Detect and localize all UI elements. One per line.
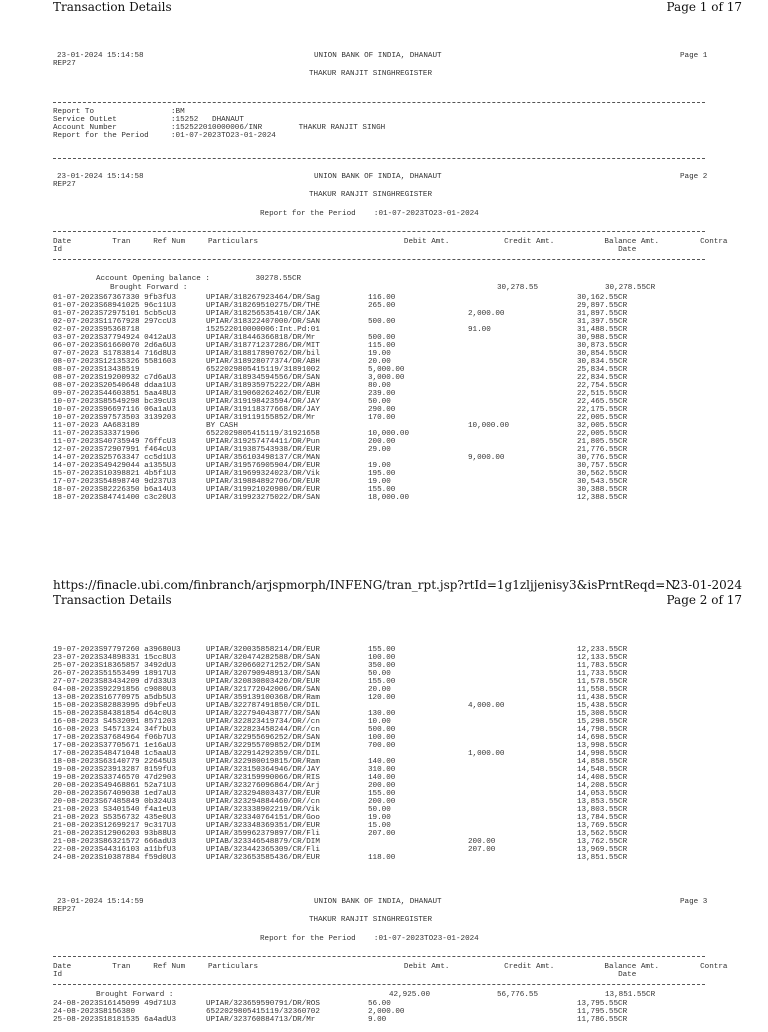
cell-balance: 30,834.55CR: [577, 358, 628, 366]
cell-date-tran-ref: 20-08-2023S67409038 1ed7aU3: [53, 790, 177, 798]
cell-debit: 200.00: [368, 782, 396, 790]
cell-debit: 19.00: [368, 462, 391, 470]
cell-particulars: UPIAR/319576905904/DR/EUR: [206, 462, 320, 470]
cell-credit: 91.00: [468, 326, 491, 334]
cell-balance: 11,558.55CR: [577, 686, 628, 694]
cell-particulars: UPIAR/319119155852/DR/Mr: [206, 414, 316, 422]
cell-date-tran-ref: 19-08-2023S23913287 8159fU3: [53, 766, 177, 774]
header-title: Transaction Details: [53, 0, 172, 14]
column-header-line1: Date Tran Ref Num Particulars Debit Amt. Credit Amt. Balance Amt. Contra: [53, 963, 728, 971]
cell-particulars: UPIAR/320474282588/DR/SAN: [206, 654, 320, 662]
cell-date-tran-ref: 02-07-2023S11767928 297ccU3: [53, 318, 177, 326]
cell-date-tran-ref: 14-07-2023S49429044 a1355U3: [53, 462, 177, 470]
table-row: [53, 855, 713, 863]
report-title: THAKUR RANJIT SINGHREGISTER: [309, 916, 433, 924]
cell-debit: 155.00: [368, 790, 396, 798]
cell-particulars: UPIAR/319198423594/DR/JAY: [206, 398, 320, 406]
separator: [53, 984, 705, 985]
cell-particulars: UPIAR/322955709852/DR/DIM: [206, 742, 320, 750]
period-line: [260, 210, 479, 227]
cell-balance: 31,488.55CR: [577, 326, 628, 334]
cell-particulars: UPIAR/318269510275/DR/THE: [206, 302, 320, 310]
cell-debit: 116.00: [368, 294, 396, 302]
cell-date-tran-ref: 18-08-2023S63140779 22645U3: [53, 758, 177, 766]
cell-particulars: UPIAR/319257474411/DR/Pun: [206, 438, 320, 446]
cell-balance: 15,308.55CR: [577, 710, 628, 718]
cell-particulars: UPIAR/323294884460/DR//cn: [206, 798, 320, 806]
cell-debit: 20.00: [368, 686, 391, 694]
print-header: [53, 0, 742, 16]
cell-debit: 115.00: [368, 342, 396, 350]
cell-date-tran-ref: 01-07-2023S72975101 5cb5cU3: [53, 310, 177, 318]
cell-debit: 20.00: [368, 358, 391, 366]
cell-particulars: UPIAR/318934594556/DR/SAN: [206, 374, 320, 382]
cell-particulars: UPIAR/322823419734/DR//cn: [206, 718, 320, 726]
report-title: THAKUR RANJIT SINGHREGISTER: [309, 191, 433, 199]
report-code: REP27: [53, 181, 76, 189]
cell-particulars: UPIAR/322980019815/DR/Ram: [206, 758, 320, 766]
cell-date-tran-ref: 08-07-2023S12135326 5581603: [53, 358, 177, 366]
cell-debit: 19.00: [368, 478, 391, 486]
column-headers: [53, 238, 728, 255]
cell-particulars: UPIAR/319118377668/DR/JAY: [206, 406, 320, 414]
cell-debit: 170.00: [368, 414, 396, 422]
page-url: https://finacle.ubi.com/finbranch/arjspmorph/INFENG/tran_rpt.jsp?rtId=1g1zljjenisy3&isPrntReqd=N: [53, 578, 676, 592]
cell-date-tran-ref: 15-08-2023S82883995 d9bfeU3: [53, 702, 177, 710]
cell-particulars: UPIAR/318928077374/DR/ABH: [206, 358, 320, 366]
cell-date-tran-ref: 25-08-2023S18181535 6a4adU3: [53, 1016, 177, 1024]
cell-date-tran-ref: 24-08-2023S8156380: [53, 1008, 136, 1016]
cell-date-tran-ref: 24-08-2023S10387884 f59d0U3: [53, 854, 177, 862]
cell-date-tran-ref: 12-07-2023S72907991 f464cU3: [53, 446, 177, 454]
cell-balance: 11,795.55CR: [577, 1008, 628, 1016]
info-value: :01-07-2023TO23-01-2024: [171, 132, 276, 140]
cell-particulars: UPIAR/322955696252/DR/SAN: [206, 734, 320, 742]
cell-balance: 22,754.55CR: [577, 382, 628, 390]
cell-balance: 30,562.55CR: [577, 470, 628, 478]
separator: [53, 102, 705, 103]
cell-balance: 11,786.55CR: [577, 1016, 628, 1024]
opening-balance-line: Account Opening balance : 30278.55CR: [96, 275, 302, 283]
cell-debit: 200.00: [368, 438, 396, 446]
cell-particulars: UPIAB/322914292359/CR/DIL: [206, 750, 320, 758]
brought-forward-credit: 30,278.55: [497, 284, 539, 292]
cell-balance: 14,208.55CR: [577, 782, 628, 790]
cell-particulars: UPIAR/318817890762/DR/bil: [206, 350, 320, 358]
cell-balance: 14,998.55CR: [577, 750, 628, 758]
cell-particulars: UPIAR/321772042006/DR/SAN: [206, 686, 320, 694]
info-value: :152522010000006/INR THAKUR RANJIT SINGH: [171, 124, 386, 132]
cell-debit: 50.00: [368, 398, 391, 406]
cell-date-tran-ref: 21-08-2023S86321572 666adU3: [53, 838, 177, 846]
cell-balance: 14,548.55CR: [577, 766, 628, 774]
report-header-page1: [53, 52, 713, 78]
cell-debit: 239.00: [368, 390, 396, 398]
cell-balance: 31,397.55CR: [577, 318, 628, 326]
cell-particulars: UPIAR/319699324023/DR/Vik: [206, 470, 320, 478]
cell-date-tran-ref: 11-07-2023S40735949 76ffcU3: [53, 438, 177, 446]
cell-balance: 30,162.55CR: [577, 294, 628, 302]
cell-particulars: 6522029805415119/31921658: [206, 430, 320, 438]
cell-balance: 13,851.55CR: [577, 854, 628, 862]
cell-balance: 31,897.55CR: [577, 310, 628, 318]
cell-balance: 29,897.55CR: [577, 302, 628, 310]
cell-balance: 13,969.55CR: [577, 846, 628, 854]
cell-particulars: UPIAR/318771237286/DR/MIT: [206, 342, 320, 350]
table-row: [53, 495, 713, 503]
cell-particulars: UPIAR/359962379897/DR/Fli: [206, 830, 320, 838]
cell-date-tran-ref: 20-08-2023S49468861 52a71U3: [53, 782, 177, 790]
cell-balance: 13,562.55CR: [577, 830, 628, 838]
cell-balance: 22,515.55CR: [577, 390, 628, 398]
cell-date-tran-ref: 04-08-2023S92291856 c9080U3: [53, 686, 177, 694]
cell-balance: 15,438.55CR: [577, 702, 628, 710]
cell-balance: 13,769.55CR: [577, 822, 628, 830]
cell-debit: 50.00: [368, 670, 391, 678]
cell-date-tran-ref: 10-07-2023S96697116 06a1aU3: [53, 406, 177, 414]
report-datetime: 23-01-2024 15:14:58: [57, 173, 144, 181]
cell-date-tran-ref: 08-07-2023S20540648 ddaa1U3: [53, 382, 177, 390]
report-datetime: 23-01-2024 15:14:58: [57, 52, 144, 60]
cell-particulars: UPIAR/319921020980/DR/EUR: [206, 486, 320, 494]
cell-date-tran-ref: 06-07-2023S61660070 2d6a6U3: [53, 342, 177, 350]
cell-particulars: 6522029805415119/31891002: [206, 366, 320, 374]
cell-date-tran-ref: 03-07-2023S37794924 0412aU3: [53, 334, 177, 342]
cell-particulars: 152522010000006:Int.Pd:01: [206, 326, 320, 334]
cell-particulars: UPIAR/356103498137/CR/MAN: [206, 454, 320, 462]
cell-debit: 9.00: [368, 1016, 387, 1024]
cell-date-tran-ref: 10-07-2023S85549298 bc39cU3: [53, 398, 177, 406]
cell-balance: 14,408.55CR: [577, 774, 628, 782]
cell-particulars: UPIAR/323159990066/DR/RIS: [206, 774, 320, 782]
cell-particulars: UPIAR/322823458244/DR//cn: [206, 726, 320, 734]
cell-date-tran-ref: 02-07-2023S95368718: [53, 326, 140, 334]
report-datetime: 23-01-2024 15:14:59: [57, 898, 144, 906]
cell-particulars: UPIAR/320790948913/DR/SAN: [206, 670, 320, 678]
cell-particulars: UPIAR/323150364946/DR/JAY: [206, 766, 320, 774]
cell-debit: 29.00: [368, 446, 391, 454]
cell-particulars: UPIAR/323276096864/DR/Arj: [206, 782, 320, 790]
separator: [53, 158, 705, 159]
info-label: Account Number: [53, 124, 117, 132]
cell-particulars: UPIAR/320035858214/DR/EUR: [206, 646, 320, 654]
brought-forward-label: Brought Forward :: [110, 284, 188, 292]
cell-balance: 13,803.55CR: [577, 806, 628, 814]
info-value: :15252 DHANAUT: [171, 116, 244, 124]
cell-debit: 155.00: [368, 646, 396, 654]
column-header-line2: Id Date: [53, 246, 637, 254]
cell-balance: 21,776.55CR: [577, 446, 628, 454]
cell-balance: 25,834.55CR: [577, 366, 628, 374]
cell-balance: 22,005.55CR: [577, 430, 628, 438]
cell-debit: 2,000.00: [368, 1008, 405, 1016]
cell-particulars: UPIAR/318322407000/DR/SAN: [206, 318, 320, 326]
cell-date-tran-ref: 20-08-2023S67485849 0b324U3: [53, 798, 177, 806]
brought-forward-credit: 56,776.55: [497, 991, 539, 999]
cell-debit: 700.00: [368, 742, 396, 750]
cell-debit: 50.00: [368, 806, 391, 814]
cell-debit: 290.00: [368, 406, 396, 414]
cell-credit: 10,000.00: [468, 422, 510, 430]
period-text: Report for the Period :01-07-2023TO23-01-2024: [260, 210, 479, 218]
cell-debit: 56.00: [368, 1000, 391, 1008]
cell-date-tran-ref: 19-08-2023S33746570 47d2903: [53, 774, 177, 782]
cell-balance: 14,858.55CR: [577, 758, 628, 766]
cell-balance: 30,873.55CR: [577, 342, 628, 350]
cell-balance: 22,175.55CR: [577, 406, 628, 414]
cell-date-tran-ref: 17-08-2023S48471048 1c5aaU3: [53, 750, 177, 758]
period-line: [260, 935, 479, 952]
cell-date-tran-ref: 01-07-2023S68941025 96c11U3: [53, 302, 177, 310]
cell-balance: 13,853.55CR: [577, 798, 628, 806]
cell-particulars: UPIAR/320830803420/DR/EUR: [206, 678, 320, 686]
cell-date-tran-ref: 23-07-2023S34898331 15cc8U3: [53, 654, 177, 662]
report-code: REP27: [53, 906, 76, 914]
cell-balance: 14,698.55CR: [577, 734, 628, 742]
cell-balance: 30,388.55CR: [577, 486, 628, 494]
cell-particulars: UPIAR/320660271252/DR/SAN: [206, 662, 320, 670]
cell-debit: 500.00: [368, 318, 396, 326]
cell-particulars: UPIAR/359139100368/DR/Ram: [206, 694, 320, 702]
cell-particulars: UPIAR/323760884713/DR/Mr: [206, 1016, 316, 1024]
cell-balance: 11,578.55CR: [577, 678, 628, 686]
cell-balance: 12,133.55CR: [577, 654, 628, 662]
header-page-count: Page 2 of 17: [666, 593, 742, 607]
cell-date-tran-ref: 01-07-2023S67367330 9fb3fU3: [53, 294, 177, 302]
report-title: THAKUR RANJIT SINGHREGISTER: [309, 70, 433, 78]
cell-particulars: UPIAR/323653585436/DR/EUR: [206, 854, 320, 862]
cell-debit: 10,000.00: [368, 430, 410, 438]
cell-credit: 9,000.00: [468, 454, 505, 462]
brought-forward-p3: [53, 992, 713, 1000]
cell-particulars: UPIAR/322794043877/DR/SAN: [206, 710, 320, 718]
cell-particulars: UPIAB/323346548879/CR/DIM: [206, 838, 320, 846]
cell-particulars: UPIAR/318446366818/DR/Mr: [206, 334, 316, 342]
info-label: Service OutLet: [53, 116, 117, 124]
cell-balance: 30,757.55CR: [577, 462, 628, 470]
report-header-page3: [53, 899, 713, 923]
cell-date-tran-ref: 17-07-2023S54898740 9d237U3: [53, 478, 177, 486]
cell-date-tran-ref: 15-08-2023S84381854 d64c0U3: [53, 710, 177, 718]
cell-particulars: BY CASH: [206, 422, 238, 430]
info-label: Report To: [53, 108, 95, 116]
cell-debit: 5,000.00: [368, 366, 405, 374]
cell-balance: 13,998.55CR: [577, 742, 628, 750]
cell-debit: 265.00: [368, 302, 396, 310]
brought-forward-balance: 13,851.55CR: [605, 991, 656, 999]
cell-credit: 200.00: [468, 838, 496, 846]
opening-balance: [53, 276, 713, 292]
cell-date-tran-ref: 17-08-2023S37705671 1e16aU3: [53, 742, 177, 750]
cell-debit: 100.00: [368, 734, 396, 742]
cell-date-tran-ref: 22-08-2023S44316103 a11bfU3: [53, 846, 177, 854]
account-info: [53, 109, 713, 145]
cell-debit: 19.00: [368, 814, 391, 822]
cell-credit: 1,000.00: [468, 750, 505, 758]
report-page-number: Page 1: [680, 52, 708, 60]
cell-date-tran-ref: 08-07-2023S19200932 c7d6aU3: [53, 374, 177, 382]
cell-date-tran-ref: 21-08-2023 S3401540 f4a1eU3: [53, 806, 177, 814]
cell-particulars: UPIAR/319060262462/DR/EUR: [206, 390, 320, 398]
cell-balance: 14,053.55CR: [577, 790, 628, 798]
cell-debit: 18,000.00: [368, 494, 410, 502]
cell-date-tran-ref: 25-07-2023S18365857 3492dU3: [53, 662, 177, 670]
cell-credit: 207.00: [468, 846, 496, 854]
cell-particulars: UPIAR/318256535410/CR/JAK: [206, 310, 320, 318]
print-date: 23-01-2024: [672, 578, 742, 592]
cell-balance: 32,005.55CR: [577, 422, 628, 430]
report-header-page2: [53, 174, 713, 198]
cell-particulars: UPIAR/323659590791/DR/ROS: [206, 1000, 320, 1008]
cell-balance: 12,388.55CR: [577, 494, 628, 502]
cell-date-tran-ref: 09-07-2023S44603851 5aa48U3: [53, 390, 177, 398]
cell-date-tran-ref: 18-07-2023S82226350 b6a14U3: [53, 486, 177, 494]
cell-particulars: UPIAR/323348369351/DR/EUR: [206, 822, 320, 830]
info-value: :BM: [171, 108, 185, 116]
cell-particulars: UPIAR/323338902219/DR/Vik: [206, 806, 320, 814]
cell-date-tran-ref: 26-07-2023S51553499 18917U3: [53, 670, 177, 678]
cell-balance: 30,543.55CR: [577, 478, 628, 486]
cell-particulars: UPIAR/323340764151/DR/Goo: [206, 814, 320, 822]
cell-debit: 100.00: [368, 654, 396, 662]
cell-balance: 11,438.55CR: [577, 694, 628, 702]
cell-debit: 140.00: [368, 774, 396, 782]
bank-name: UNION BANK OF INDIA, DHANAUT: [314, 173, 442, 181]
cell-particulars: UPIAR/318267923464/DR/Sag: [206, 294, 320, 302]
cell-particulars: UPIAB/323442365309/CR/Fli: [206, 846, 320, 854]
cell-date-tran-ref: 10-07-2023S97573503 3139203: [53, 414, 177, 422]
cell-particulars: UPIAR/319387543938/DR/EUR: [206, 446, 320, 454]
cell-date-tran-ref: 27-07-2023S83434209 d7d33U3: [53, 678, 177, 686]
cell-debit: 500.00: [368, 334, 396, 342]
cell-balance: 12,233.55CR: [577, 646, 628, 654]
cell-balance: 22,465.55CR: [577, 398, 628, 406]
cell-balance: 13,762.55CR: [577, 838, 628, 846]
cell-credit: 4,000.00: [468, 702, 505, 710]
cell-particulars: UPIAR/319884892706/DR/EUR: [206, 478, 320, 486]
cell-date-tran-ref: 07-07-2023 S1783814 716d8U3: [53, 350, 177, 358]
header-page-count: Page 1 of 17: [666, 0, 742, 14]
cell-date-tran-ref: 11-07-2023S33371906: [53, 430, 140, 438]
cell-date-tran-ref: 24-08-2023S16145099 49d71U3: [53, 1000, 177, 1008]
cell-debit: 500.00: [368, 726, 396, 734]
cell-balance: 11,733.55CR: [577, 670, 628, 678]
column-headers: [53, 963, 728, 980]
cell-balance: 30,854.55CR: [577, 350, 628, 358]
cell-balance: 22,005.55CR: [577, 414, 628, 422]
cell-date-tran-ref: 21-08-2023S12699217 9c317U3: [53, 822, 177, 830]
report-page-number: Page 2: [680, 173, 708, 181]
cell-debit: 130.00: [368, 710, 396, 718]
report-page-number: Page 3: [680, 898, 708, 906]
cell-debit: 200.00: [368, 798, 396, 806]
cell-date-tran-ref: 16-08-2023 S4532091 8571203: [53, 718, 177, 726]
cell-debit: 120.00: [368, 694, 396, 702]
cell-particulars: UPIAB/322787491850/CR/DIL: [206, 702, 320, 710]
separator: [53, 956, 705, 957]
cell-balance: 11,783.55CR: [577, 662, 628, 670]
header-title: Transaction Details: [53, 593, 172, 607]
cell-debit: 140.00: [368, 758, 396, 766]
cell-balance: 30,988.55CR: [577, 334, 628, 342]
cell-particulars: UPIAR/319923275022/DR/SAN: [206, 494, 320, 502]
cell-date-tran-ref: 16-08-2023 S4571324 34f7bU3: [53, 726, 177, 734]
cell-debit: 310.00: [368, 766, 396, 774]
cell-date-tran-ref: 21-08-2023 S5356732 435e0U3: [53, 814, 177, 822]
cell-date-tran-ref: 15-07-2023S10398821 4b5f1U3: [53, 470, 177, 478]
cell-balance: 22,834.55CR: [577, 374, 628, 382]
cell-debit: 10.00: [368, 718, 391, 726]
bank-name: UNION BANK OF INDIA, DHANAUT: [314, 52, 442, 60]
cell-date-tran-ref: 18-07-2023S84741400 c3c20U3: [53, 494, 177, 502]
cell-particulars: UPIAR/318935975222/DR/ABH: [206, 382, 320, 390]
print-footer-header: [53, 578, 742, 610]
cell-balance: 14,798.55CR: [577, 726, 628, 734]
info-label: Report for the Period: [53, 132, 149, 140]
cell-debit: 155.00: [368, 678, 396, 686]
report-code: REP27: [53, 60, 76, 68]
column-header-line2: Id Date: [53, 971, 637, 979]
brought-forward-label: Brought Forward :: [96, 991, 174, 999]
cell-debit: 19.00: [368, 350, 391, 358]
cell-debit: 80.00: [368, 382, 391, 390]
cell-debit: 155.00: [368, 486, 396, 494]
cell-balance: 13,795.55CR: [577, 1000, 628, 1008]
cell-debit: 15.00: [368, 822, 391, 830]
separator: [53, 259, 705, 260]
cell-date-tran-ref: 19-07-2023S97797260 a39680U3: [53, 646, 181, 654]
cell-date-tran-ref: 08-07-2023S13438519: [53, 366, 140, 374]
cell-date-tran-ref: 13-08-2023S16770975 a5db5U3: [53, 694, 177, 702]
brought-forward-balance: 30,278.55CR: [605, 284, 656, 292]
cell-balance: 21,805.55CR: [577, 438, 628, 446]
cell-balance: 30,776.55CR: [577, 454, 628, 462]
cell-credit: 2,000.00: [468, 310, 505, 318]
cell-balance: 15,298.55CR: [577, 718, 628, 726]
bank-name: UNION BANK OF INDIA, DHANAUT: [314, 898, 442, 906]
cell-date-tran-ref: 14-07-2023S25763347 cc5d1U3: [53, 454, 177, 462]
cell-date-tran-ref: 21-08-2023S12906203 93b88U3: [53, 830, 177, 838]
column-header-line1: Date Tran Ref Num Particulars Debit Amt. Credit Amt. Balance Amt. Contra: [53, 238, 728, 246]
cell-debit: 350.00: [368, 662, 396, 670]
separator: [53, 231, 705, 232]
cell-date-tran-ref: 17-08-2023S37684964 f06b7U3: [53, 734, 177, 742]
cell-debit: 195.00: [368, 470, 396, 478]
period-text: Report for the Period :01-07-2023TO23-01-2024: [260, 935, 479, 943]
cell-balance: 13,784.55CR: [577, 814, 628, 822]
brought-forward-debit: 42,925.00: [389, 991, 431, 999]
cell-date-tran-ref: 11-07-2023 AA683189: [53, 422, 140, 430]
cell-debit: 207.00: [368, 830, 396, 838]
cell-debit: 118.00: [368, 854, 396, 862]
cell-debit: 3,000.00: [368, 374, 405, 382]
cell-particulars: UPIAR/323294803437/DR/EUR: [206, 790, 320, 798]
cell-particulars: 6522029805415119/32360702: [206, 1008, 320, 1016]
